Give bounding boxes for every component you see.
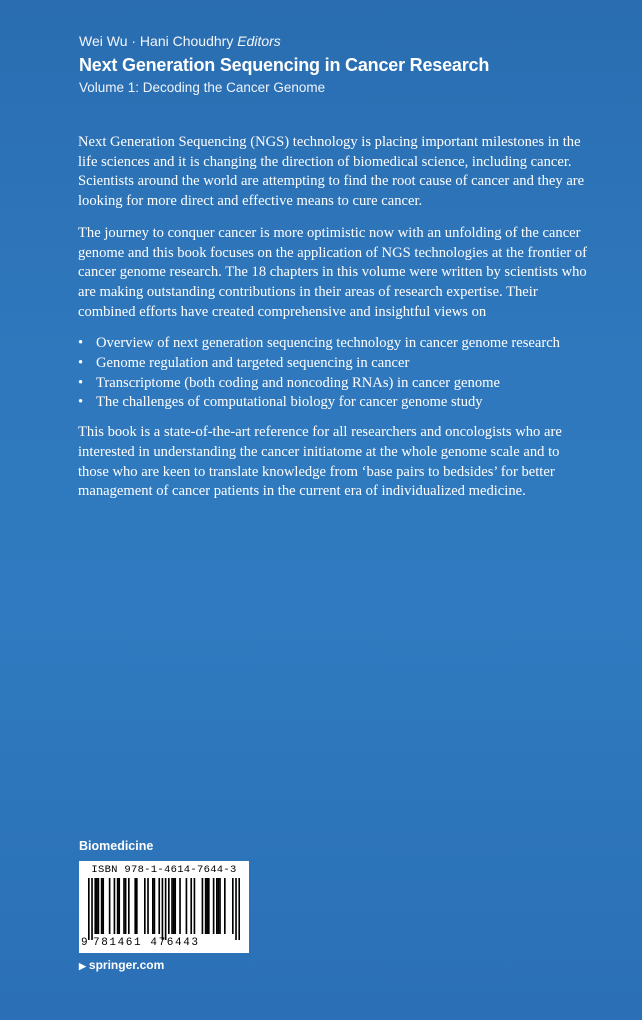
- barcode-bar: [134, 878, 136, 934]
- barcode-bar: [165, 878, 167, 940]
- barcode-bar: [123, 878, 125, 934]
- blurb: [78, 133, 592, 514]
- barcode-bar: [168, 878, 170, 934]
- barcode-bar: [232, 878, 234, 934]
- barcode-bar: [152, 878, 154, 934]
- subject-category: Biomedicine: [79, 839, 154, 853]
- barcode-bar: [186, 878, 188, 934]
- barcode-bar: [162, 878, 164, 940]
- barcode-bar: [202, 878, 204, 934]
- barcode-bar: [109, 878, 111, 934]
- barcode-bar: [190, 878, 192, 934]
- ean-first-digit: 9: [81, 937, 88, 949]
- editors-names: Wei Wu · Hani Choudhry: [79, 33, 234, 49]
- barcode-bar: [206, 878, 208, 934]
- barcode-bar: [216, 878, 218, 934]
- barcode-bar: [173, 878, 175, 934]
- topic-item: • Transcriptome (both coding and noncoding RNAs) in cancer genome: [78, 374, 592, 394]
- barcode-bar: [101, 878, 103, 934]
- barcode-bar: [128, 878, 130, 934]
- blurb-paragraph-2: The journey to conquer cancer is more optimistic now with an unfolding of the cancer genome and this book focuses on the application of NGS technologies at the frontier of cancer genome research. The 18 chapters in this volume were written by scientists who are making outstanding contributions in their areas of research expertise. Their combined efforts have created comprehensive and insightful views on: [78, 224, 588, 320]
- barcode-bar: [118, 878, 120, 934]
- isbn-barcode: [79, 861, 249, 953]
- barcode-bar: [94, 878, 96, 934]
- editors-line: [79, 31, 599, 51]
- barcode-bar: [219, 878, 221, 934]
- book-title: Next Generation Sequencing in Cancer Research: [79, 55, 490, 75]
- barcode-bar: [238, 878, 240, 940]
- topic-item: • Genome regulation and targeted sequencing in cancer: [78, 354, 592, 374]
- barcode-bar: [136, 878, 138, 934]
- blurb-paragraph-1: Next Generation Sequencing (NGS) technology is placing important milestones in the life sciences and it is changing the direction of biomedical science, including cancer. Scientists around the world are attempting to find the root cause of cancer and they are looking for more direct and effective means to cure cancer.: [78, 134, 585, 210]
- barcode-bar: [194, 878, 196, 934]
- triangle-right-icon: ▶: [79, 961, 86, 971]
- barcode-bar: [147, 878, 149, 934]
- barcode-bar: [171, 878, 173, 934]
- barcode-bar: [125, 878, 127, 934]
- topic-list: [78, 334, 592, 413]
- editors-role: Editors: [237, 33, 281, 49]
- cover-header: [79, 31, 599, 97]
- barcode-bar: [117, 878, 119, 934]
- barcode-bar: [179, 878, 181, 934]
- topic-item: • Overview of next generation sequencing technology in cancer genome research: [78, 334, 592, 354]
- barcode-bar: [205, 878, 207, 934]
- topic-item: • The challenges of computational biology for cancer genome study: [78, 393, 592, 413]
- barcode-bar: [218, 878, 220, 934]
- book-subtitle: Volume 1: Decoding the Cancer Genome: [79, 80, 326, 95]
- publisher-website[interactable]: [79, 958, 164, 972]
- barcode-bar: [98, 878, 100, 934]
- barcode-bar: [174, 878, 176, 934]
- barcode-bar: [144, 878, 146, 934]
- ean-remaining-digits: 781461 476443: [93, 937, 200, 949]
- website-label: springer.com: [88, 958, 165, 972]
- barcode-bar: [154, 878, 156, 934]
- barcode-bar: [96, 878, 98, 934]
- isbn-label: ISBN 978-1-4614-7644-3: [91, 864, 237, 876]
- barcode-bar: [235, 878, 237, 940]
- barcode-bar: [208, 878, 210, 934]
- barcode-bar: [213, 878, 215, 934]
- barcode-bar: [114, 878, 116, 934]
- blurb-paragraph-3: This book is a state-of-the-art reference for all researchers and oncologists who are interested in understanding the cancer initiatome at the whole genome scale and to those who are keen to translate knowledge from ‘base pairs to bedsides’ for better management of cancer patients in the current era of individualized medicine.: [78, 424, 562, 500]
- barcode-bars: [88, 878, 240, 940]
- barcode-bar: [88, 878, 90, 940]
- barcode-bar: [91, 878, 93, 940]
- barcode-bar: [102, 878, 104, 934]
- barcode-bar: [224, 878, 226, 934]
- barcode-bar: [158, 878, 160, 934]
